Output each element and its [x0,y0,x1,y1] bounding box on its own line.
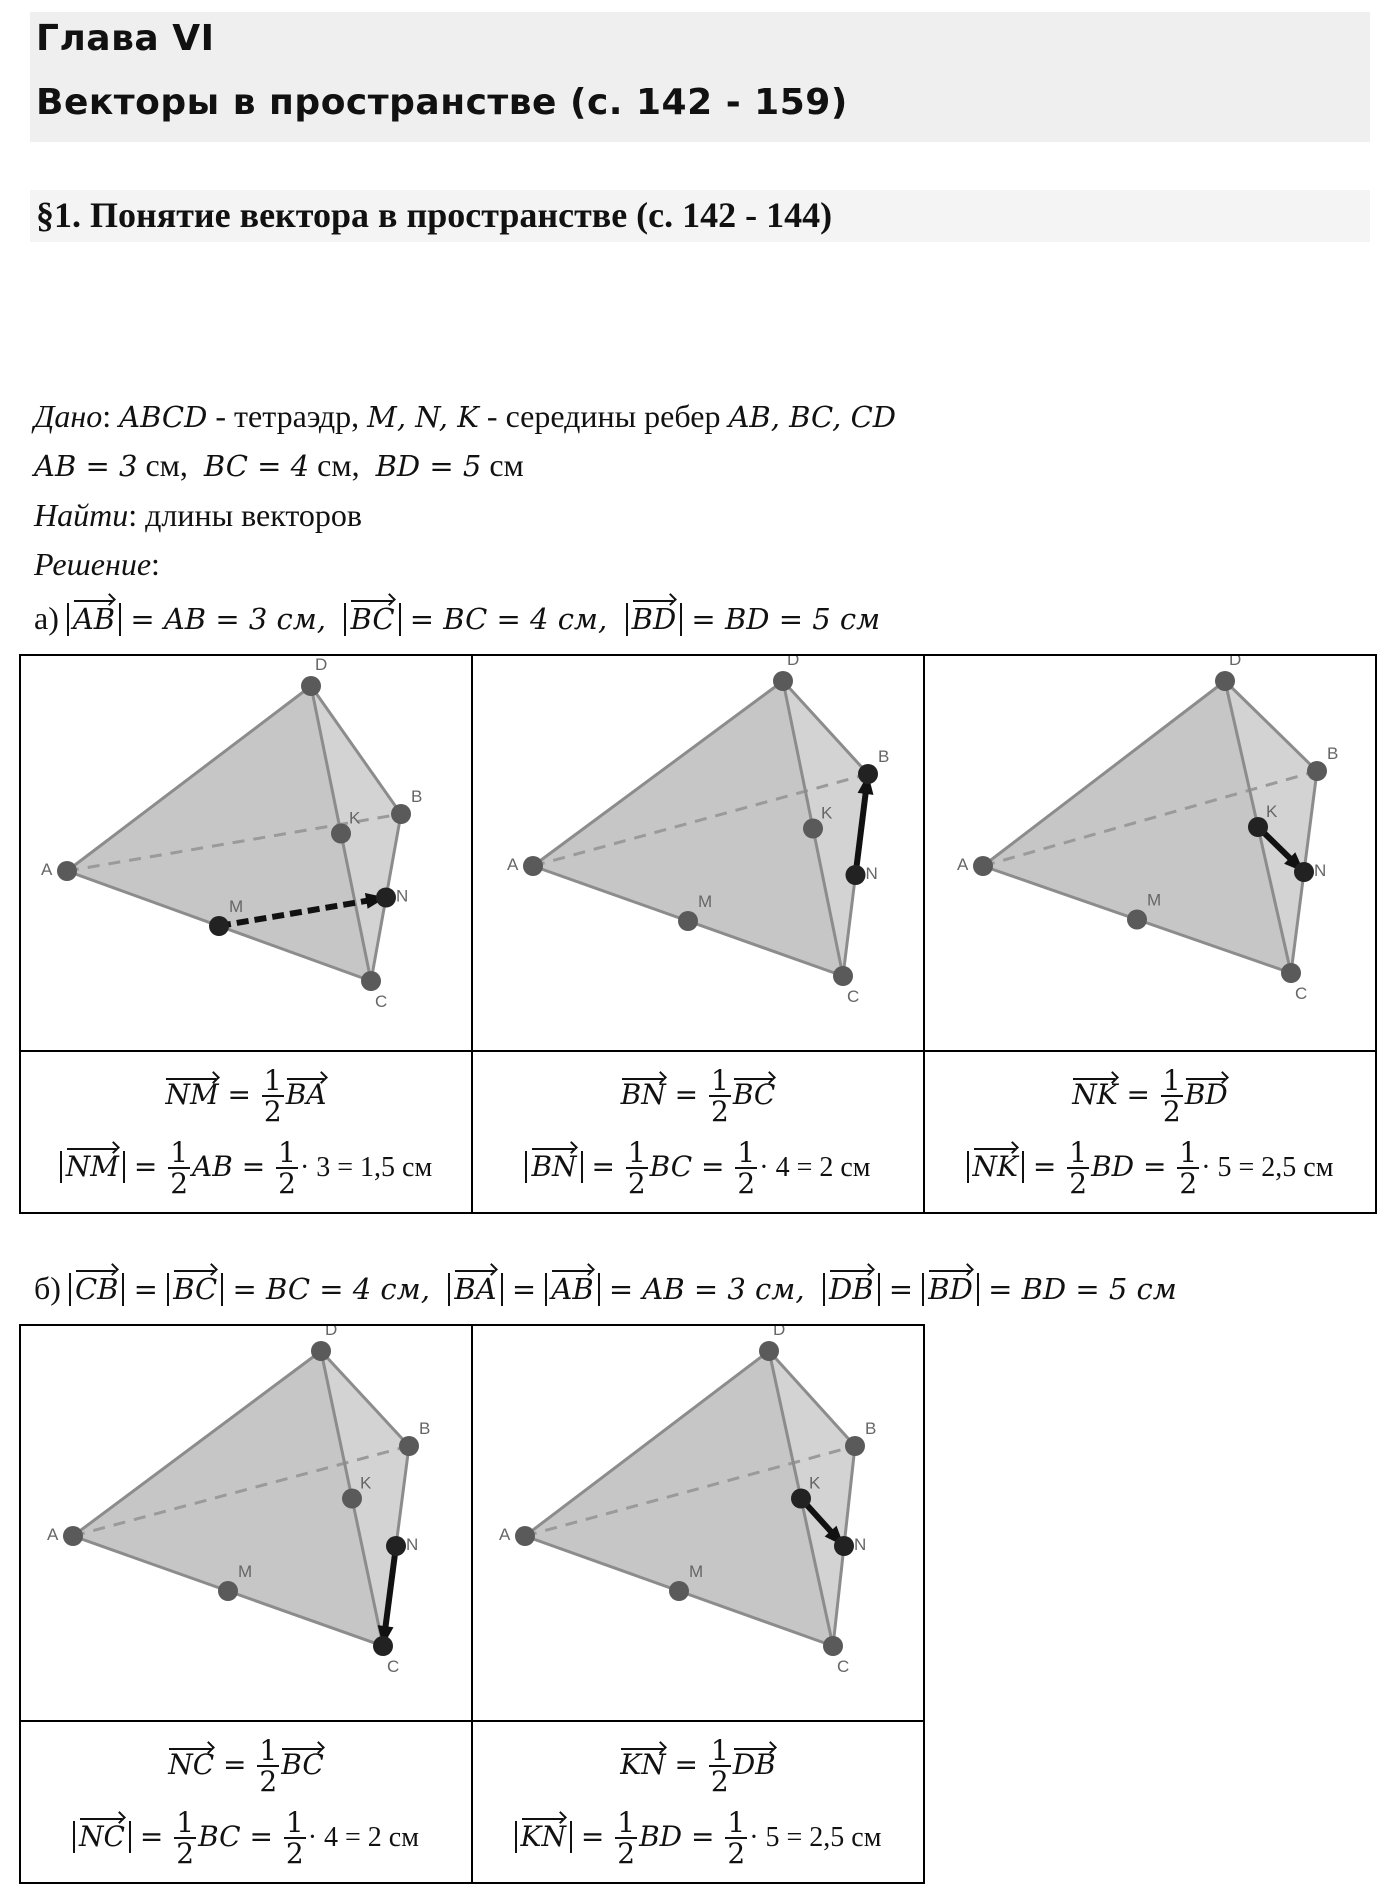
vector-length: NC = $\frac{1}{2}$ BC = $\frac{1}{2}$ · 4 = 2 см [21,1808,471,1869]
vector-ab-2: AB [551,1272,594,1306]
label-a: A [499,1525,511,1544]
given-edges: AB, BC, CD [728,400,897,434]
label-d: D [315,656,328,674]
point-m [669,1581,689,1601]
point-k [1248,817,1268,837]
point-n [834,1536,854,1556]
point-c [373,1636,393,1656]
abs-vector-db [823,1273,880,1306]
part-b-rhs-2: = AB = 3 см, [608,1272,805,1306]
solution-label: Решение [34,546,152,582]
point-b [391,804,411,824]
label-c: C [837,1657,850,1676]
length-ab: AB = 3 [34,449,138,483]
formula-cell-2 [472,1051,924,1213]
vector-ba: BA [454,1272,497,1306]
label-k: K [360,1473,372,1493]
vector-relation: NK = $\frac{1}{2}$ BD [1072,1064,1228,1129]
given-text-2: - середины ребер [478,398,729,434]
part-a-rhs-2: = BC = 4 см, [409,602,608,636]
point-a [973,856,993,876]
figure-cell-4 [20,1325,472,1721]
abs-vector-bc [344,603,400,636]
vector-length: NM = $\frac{1}{2}$ AB = $\frac{1}{2}$ · 3 = 1,5 см [21,1138,471,1199]
point-c [1281,963,1301,983]
point-c [823,1636,843,1656]
figure-cell-1 [20,655,472,1051]
tetrahedron-figure-1 [21,656,471,1050]
vector-relation: KN = $\frac{1}{2}$ DB [620,1734,776,1799]
label-b: B [878,747,890,766]
part-b-rhs-3: = BD = 5 см [988,1272,1177,1306]
point-d [1215,671,1235,691]
label-a: A [41,860,53,879]
section-header [30,190,1370,242]
formula-cell-4 [20,1721,472,1883]
point-a [63,1526,83,1546]
part-a-line [34,600,880,637]
chapter-header [30,12,1370,142]
chapter-number: Глава VI [36,18,215,59]
chapter-title: Векторы в пространстве (с. 142 - 159) [36,82,848,123]
label-c: C [1295,984,1308,1003]
label-d: D [325,1326,338,1339]
label-k: K [809,1473,821,1493]
section-title: §1. Понятие вектора в пространстве (с. 142 - 144) [36,195,833,235]
point-b [1307,761,1327,781]
vector-length: KN = $\frac{1}{2}$ BD = $\frac{1}{2}$ · 5 = 2,5 см [473,1808,923,1869]
label-c: C [375,992,388,1011]
point-a [523,856,543,876]
label-n: N [1314,861,1327,880]
unit-ab: см [145,447,180,483]
label-n: N [854,1535,867,1554]
label-m: M [698,892,713,911]
part-b-rhs-1: = BC = 4 см, [232,1272,430,1306]
vector-bd: BD [631,602,677,636]
point-m [209,916,229,936]
label-d: D [773,1326,786,1339]
point-b [858,764,878,784]
point-a [515,1526,535,1546]
point-k [342,1489,362,1509]
vector-relation: NC = $\frac{1}{2}$ BC [168,1734,324,1799]
label-m: M [229,897,244,916]
vector-bc: BC [350,602,395,636]
part-a-label: а) [34,600,59,636]
part-b-label: б) [34,1270,61,1306]
vector-cb: CB [74,1272,119,1306]
label-m: M [1147,890,1162,910]
label-n: N [406,1535,419,1554]
point-n [846,865,866,885]
tetrahedron-figure-2 [473,656,923,1050]
point-b [845,1436,865,1456]
length-bd: BD = 5 [375,449,482,483]
abs-vector-ab [67,603,121,636]
unit-bc: см [317,447,352,483]
label-a: A [47,1525,59,1544]
figure-cell-3 [924,655,1376,1051]
label-b: B [411,787,423,806]
label-k: K [349,808,361,828]
vector-bd-2: BD [928,1272,973,1306]
label-d: D [787,656,800,669]
label-k: K [1266,802,1278,821]
point-k [803,819,823,839]
point-m [1127,910,1147,930]
tetrahedron-figure-4 [21,1326,471,1720]
vector-relation: BN = $\frac{1}{2}$ BC [620,1064,776,1129]
point-n [376,888,396,908]
label-m: M [238,1562,253,1581]
label-n: N [396,886,409,906]
formula-cell-3 [924,1051,1376,1213]
label-b: B [865,1419,877,1438]
unit-bd: см [489,447,524,483]
point-d [311,1341,331,1361]
point-k [791,1489,811,1509]
lengths-line: AB = 3 см, BC = 4 см, BD = 5 см [34,447,524,483]
label-k: K [821,803,833,823]
abs-vector-bd [626,603,683,636]
point-d [759,1341,779,1361]
label-d: D [1229,656,1242,669]
abs-vector-bd-2 [922,1273,979,1306]
part-a-table [19,654,1377,1214]
abs-vector-bc-2 [167,1273,223,1306]
abs-vector-ab-2 [545,1273,599,1306]
point-a [57,861,77,881]
given-midpoints: M, N, K [367,400,479,434]
point-c [833,966,853,986]
label-n: N [865,864,878,883]
given-line: Дано: ABCD - тетраэдр, M, N, K - середины ребер AB, BC, CD [34,398,897,434]
point-m [678,911,698,931]
part-a-rhs-3: = BD = 5 см [691,602,881,636]
tetrahedron-figure-5 [473,1326,923,1720]
point-n [1294,862,1314,882]
formula-cell-5 [472,1721,924,1883]
point-c [361,971,381,991]
label-a: A [957,855,969,874]
point-d [301,676,321,696]
point-d [773,671,793,691]
vector-ab: AB [72,602,116,636]
label-m: M [689,1562,704,1581]
part-b-table [19,1324,925,1884]
part-a-rhs-1: = AB = 3 см, [130,602,327,636]
given-object: ABCD [119,400,208,434]
find-label: Найти [34,497,129,533]
given-label: Дано [34,398,103,434]
label-a: A [507,855,519,874]
figure-cell-5 [472,1325,924,1721]
formula-cell-1 [20,1051,472,1213]
given-text-1: - тетраэдр, [207,398,368,434]
vector-bc-2: BC [173,1272,218,1306]
abs-vector-cb [69,1273,125,1306]
point-n [386,1536,406,1556]
vector-length: BN = $\frac{1}{2}$ BC = $\frac{1}{2}$ · 4 = 2 см [473,1138,923,1199]
abs-vector-ba [448,1273,502,1306]
length-bc: BC = 4 [203,449,310,483]
label-c: C [387,1657,400,1676]
part-b-line: б) CB = BC = BC = 4 см, BA = AB = AB = 3 см, DB = BD = BD = 5 см [34,1270,1177,1306]
find-text: : длины векторов [128,497,363,533]
tetrahedron-figure-3 [925,656,1375,1050]
find-line [34,497,362,534]
vector-length: NK = $\frac{1}{2}$ BD = $\frac{1}{2}$ · 5 = 2,5 см [925,1138,1375,1199]
label-b: B [1327,744,1339,763]
point-b [399,1436,419,1456]
figure-cell-2 [472,655,924,1051]
label-b: B [419,1419,431,1438]
label-c: C [847,987,860,1006]
point-k [331,824,351,844]
vector-relation: NM = $\frac{1}{2}$ BA [165,1064,327,1129]
point-m [218,1581,238,1601]
vector-db: DB [828,1272,874,1306]
solution-line: Решение: [34,546,160,582]
